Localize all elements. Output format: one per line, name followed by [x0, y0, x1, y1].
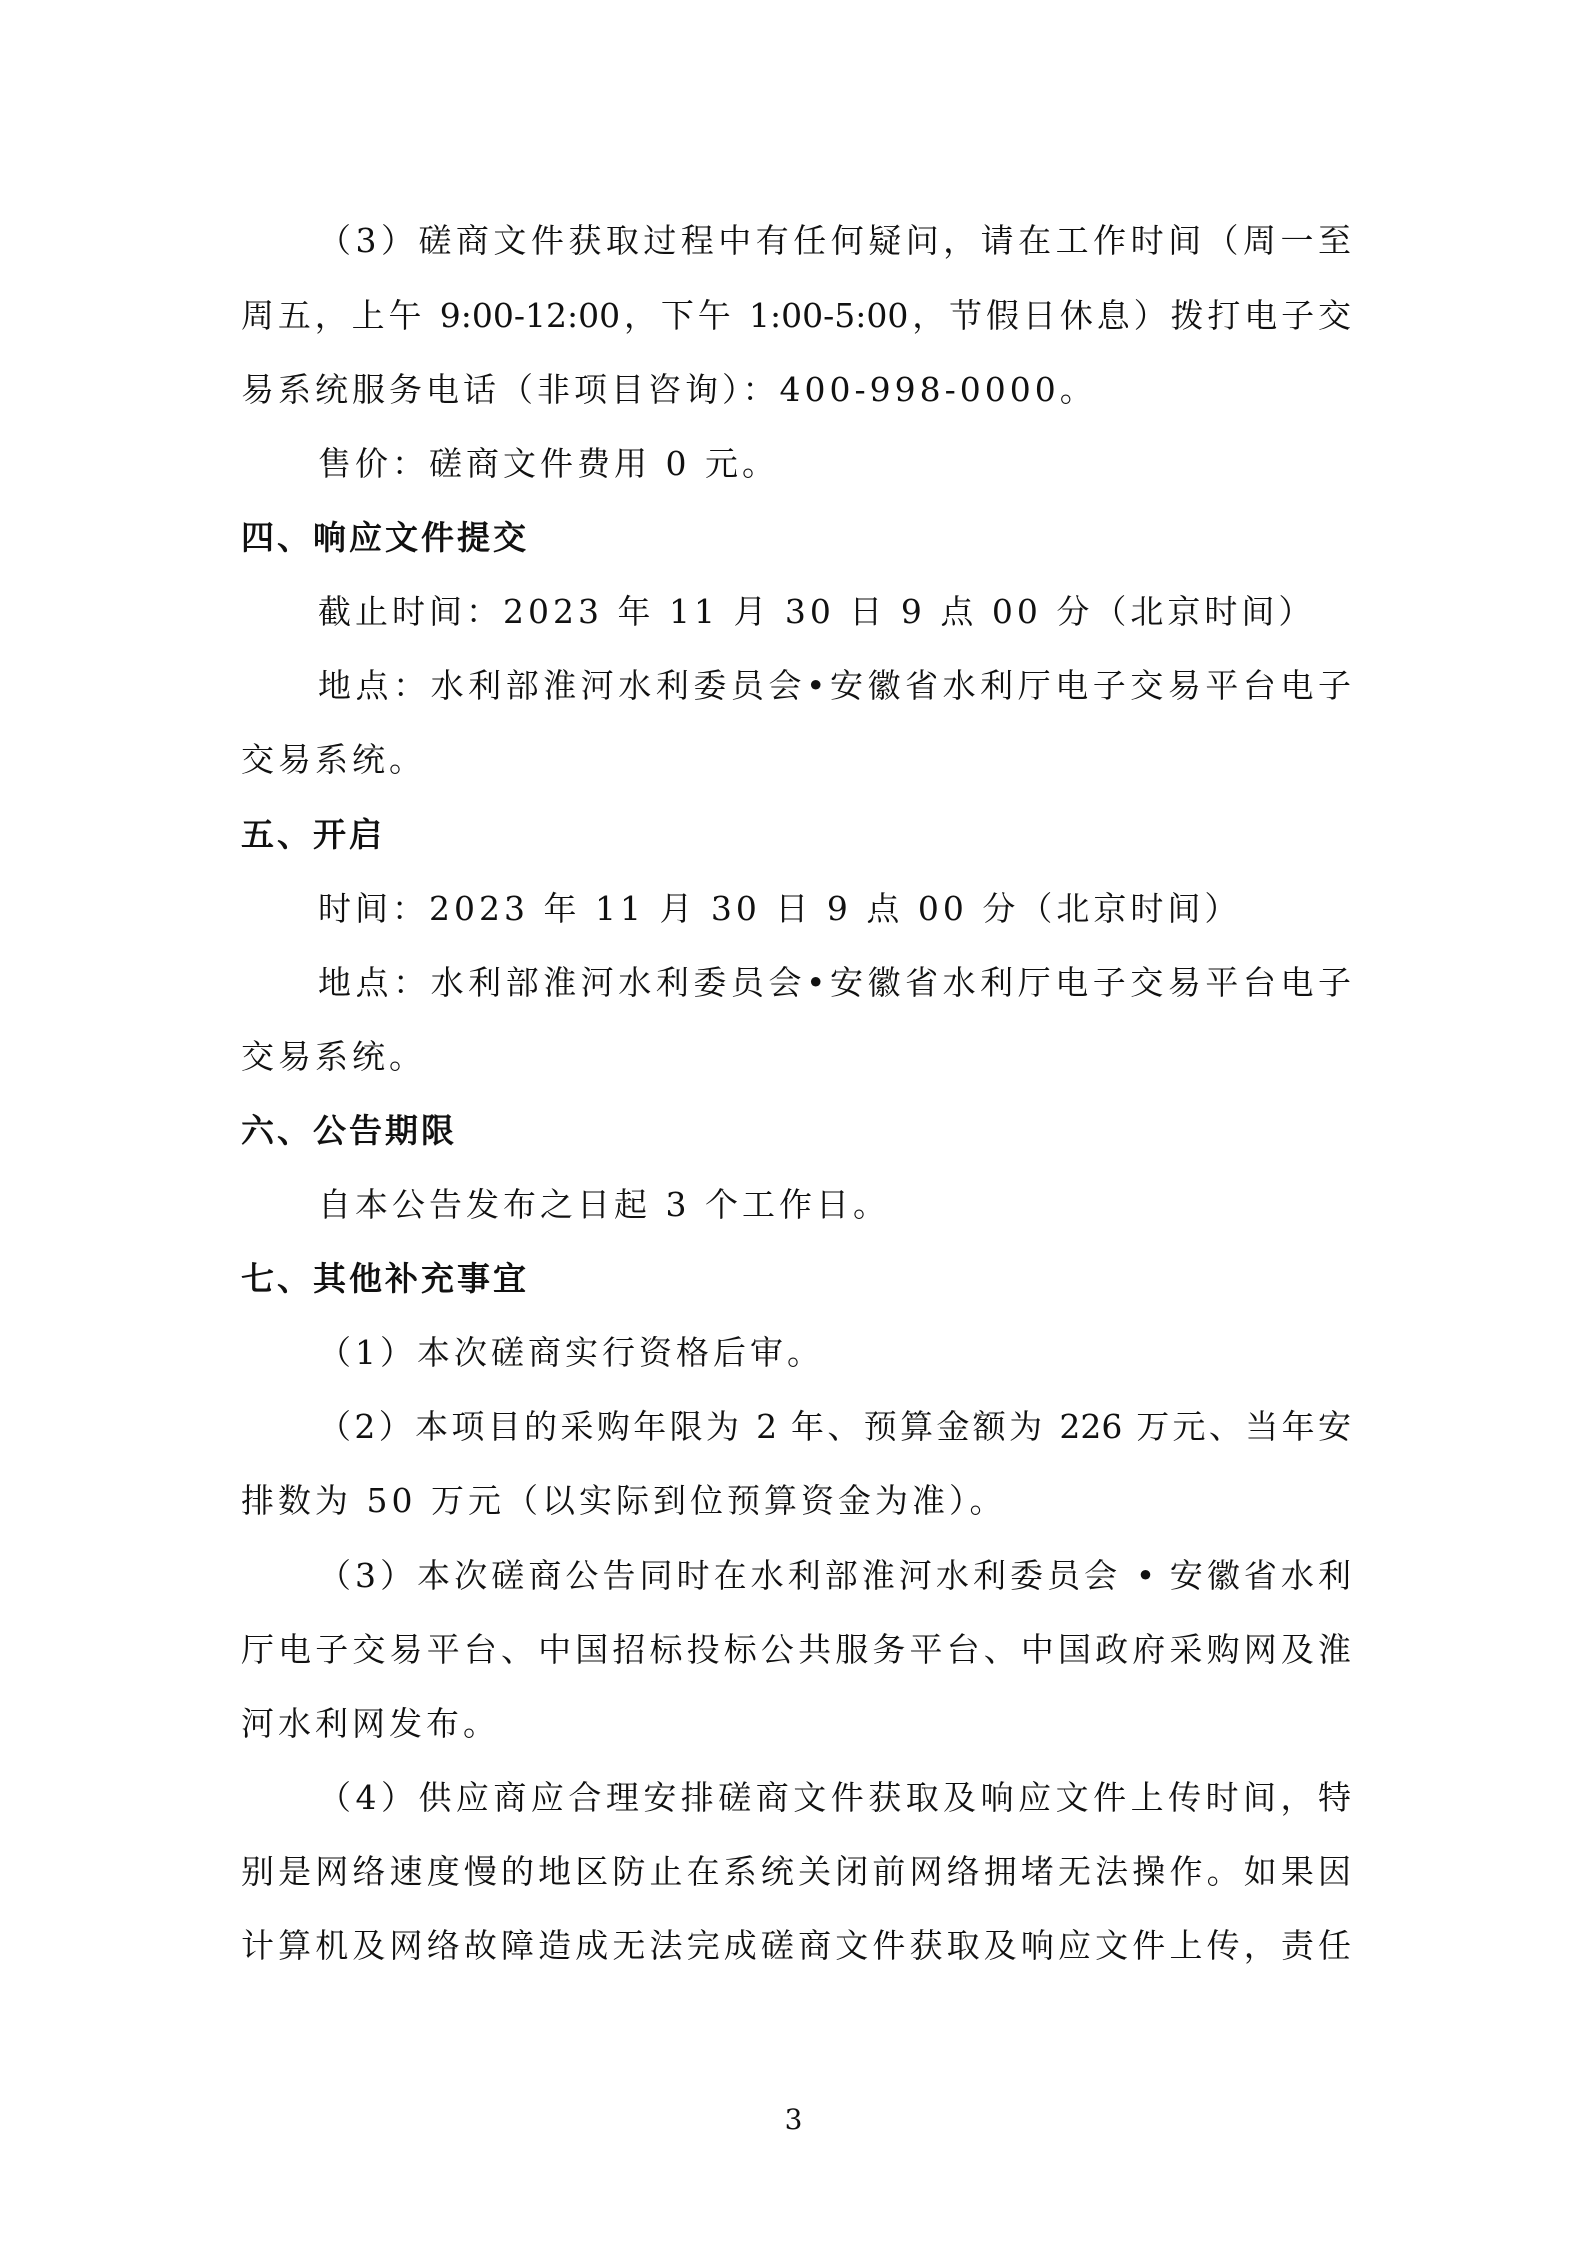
section-heading: 七、其他补充事宜 — [241, 1259, 529, 1298]
paragraph-line: 地点：水利部淮河水利委员会•安徽省水利厅电子交易平台电子 — [318, 666, 1351, 705]
paragraph-line: （4）供应商应合理安排磋商文件获取及响应文件上传时间，特 — [318, 1778, 1351, 1817]
paragraph-line: （2）本项目的采购年限为 2 年、预算金额为 226 万元、当年安 — [318, 1407, 1351, 1446]
paragraph-line: 时间：2023 年 11 月 30 日 9 点 00 分（北京时间） — [318, 889, 1242, 928]
section-heading: 五、开启 — [241, 815, 385, 854]
paragraph-line: （3）本次磋商公告同时在水利部淮河水利委员会 • 安徽省水利 — [318, 1556, 1351, 1595]
paragraph-line: 河水利网发布。 — [241, 1704, 500, 1743]
paragraph-line: （3）磋商文件获取过程中有任何疑问，请在工作时间（周一至 — [318, 221, 1351, 260]
paragraph-line: 交易系统。 — [241, 1037, 426, 1076]
paragraph-line: 售价：磋商文件费用 0 元。 — [318, 444, 779, 483]
paragraph-line: 排数为 50 万元（以实际到位预算资金为准）。 — [241, 1481, 1007, 1520]
paragraph-line: 计算机及网络故障造成无法完成磋商文件获取及响应文件上传，责任 — [241, 1926, 1351, 1965]
paragraph-line: （1）本次磋商实行资格后审。 — [318, 1333, 824, 1372]
paragraph-line: 交易系统。 — [241, 740, 426, 779]
paragraph-line: 易系统服务电话（非项目咨询）：400-998-0000。 — [241, 370, 1097, 409]
paragraph-line: 厅电子交易平台、中国招标投标公共服务平台、中国政府采购网及淮 — [241, 1630, 1351, 1669]
section-heading: 六、公告期限 — [241, 1111, 457, 1150]
paragraph-line: 截止时间：2023 年 11 月 30 日 9 点 00 分（北京时间） — [318, 592, 1316, 631]
section-heading: 四、响应文件提交 — [241, 518, 529, 557]
paragraph-line: 自本公告发布之日起 3 个工作日。 — [318, 1185, 890, 1224]
paragraph-line: 周五，上午 9:00-12:00，下午 1:00-5:00，节假日休息）拨打电子交 — [241, 296, 1351, 335]
page-number: 3 — [784, 2103, 803, 2136]
paragraph-line: 别是网络速度慢的地区防止在系统关闭前网络拥堵无法操作。如果因 — [241, 1852, 1351, 1891]
paragraph-line: 地点：水利部淮河水利委员会•安徽省水利厅电子交易平台电子 — [318, 963, 1351, 1002]
